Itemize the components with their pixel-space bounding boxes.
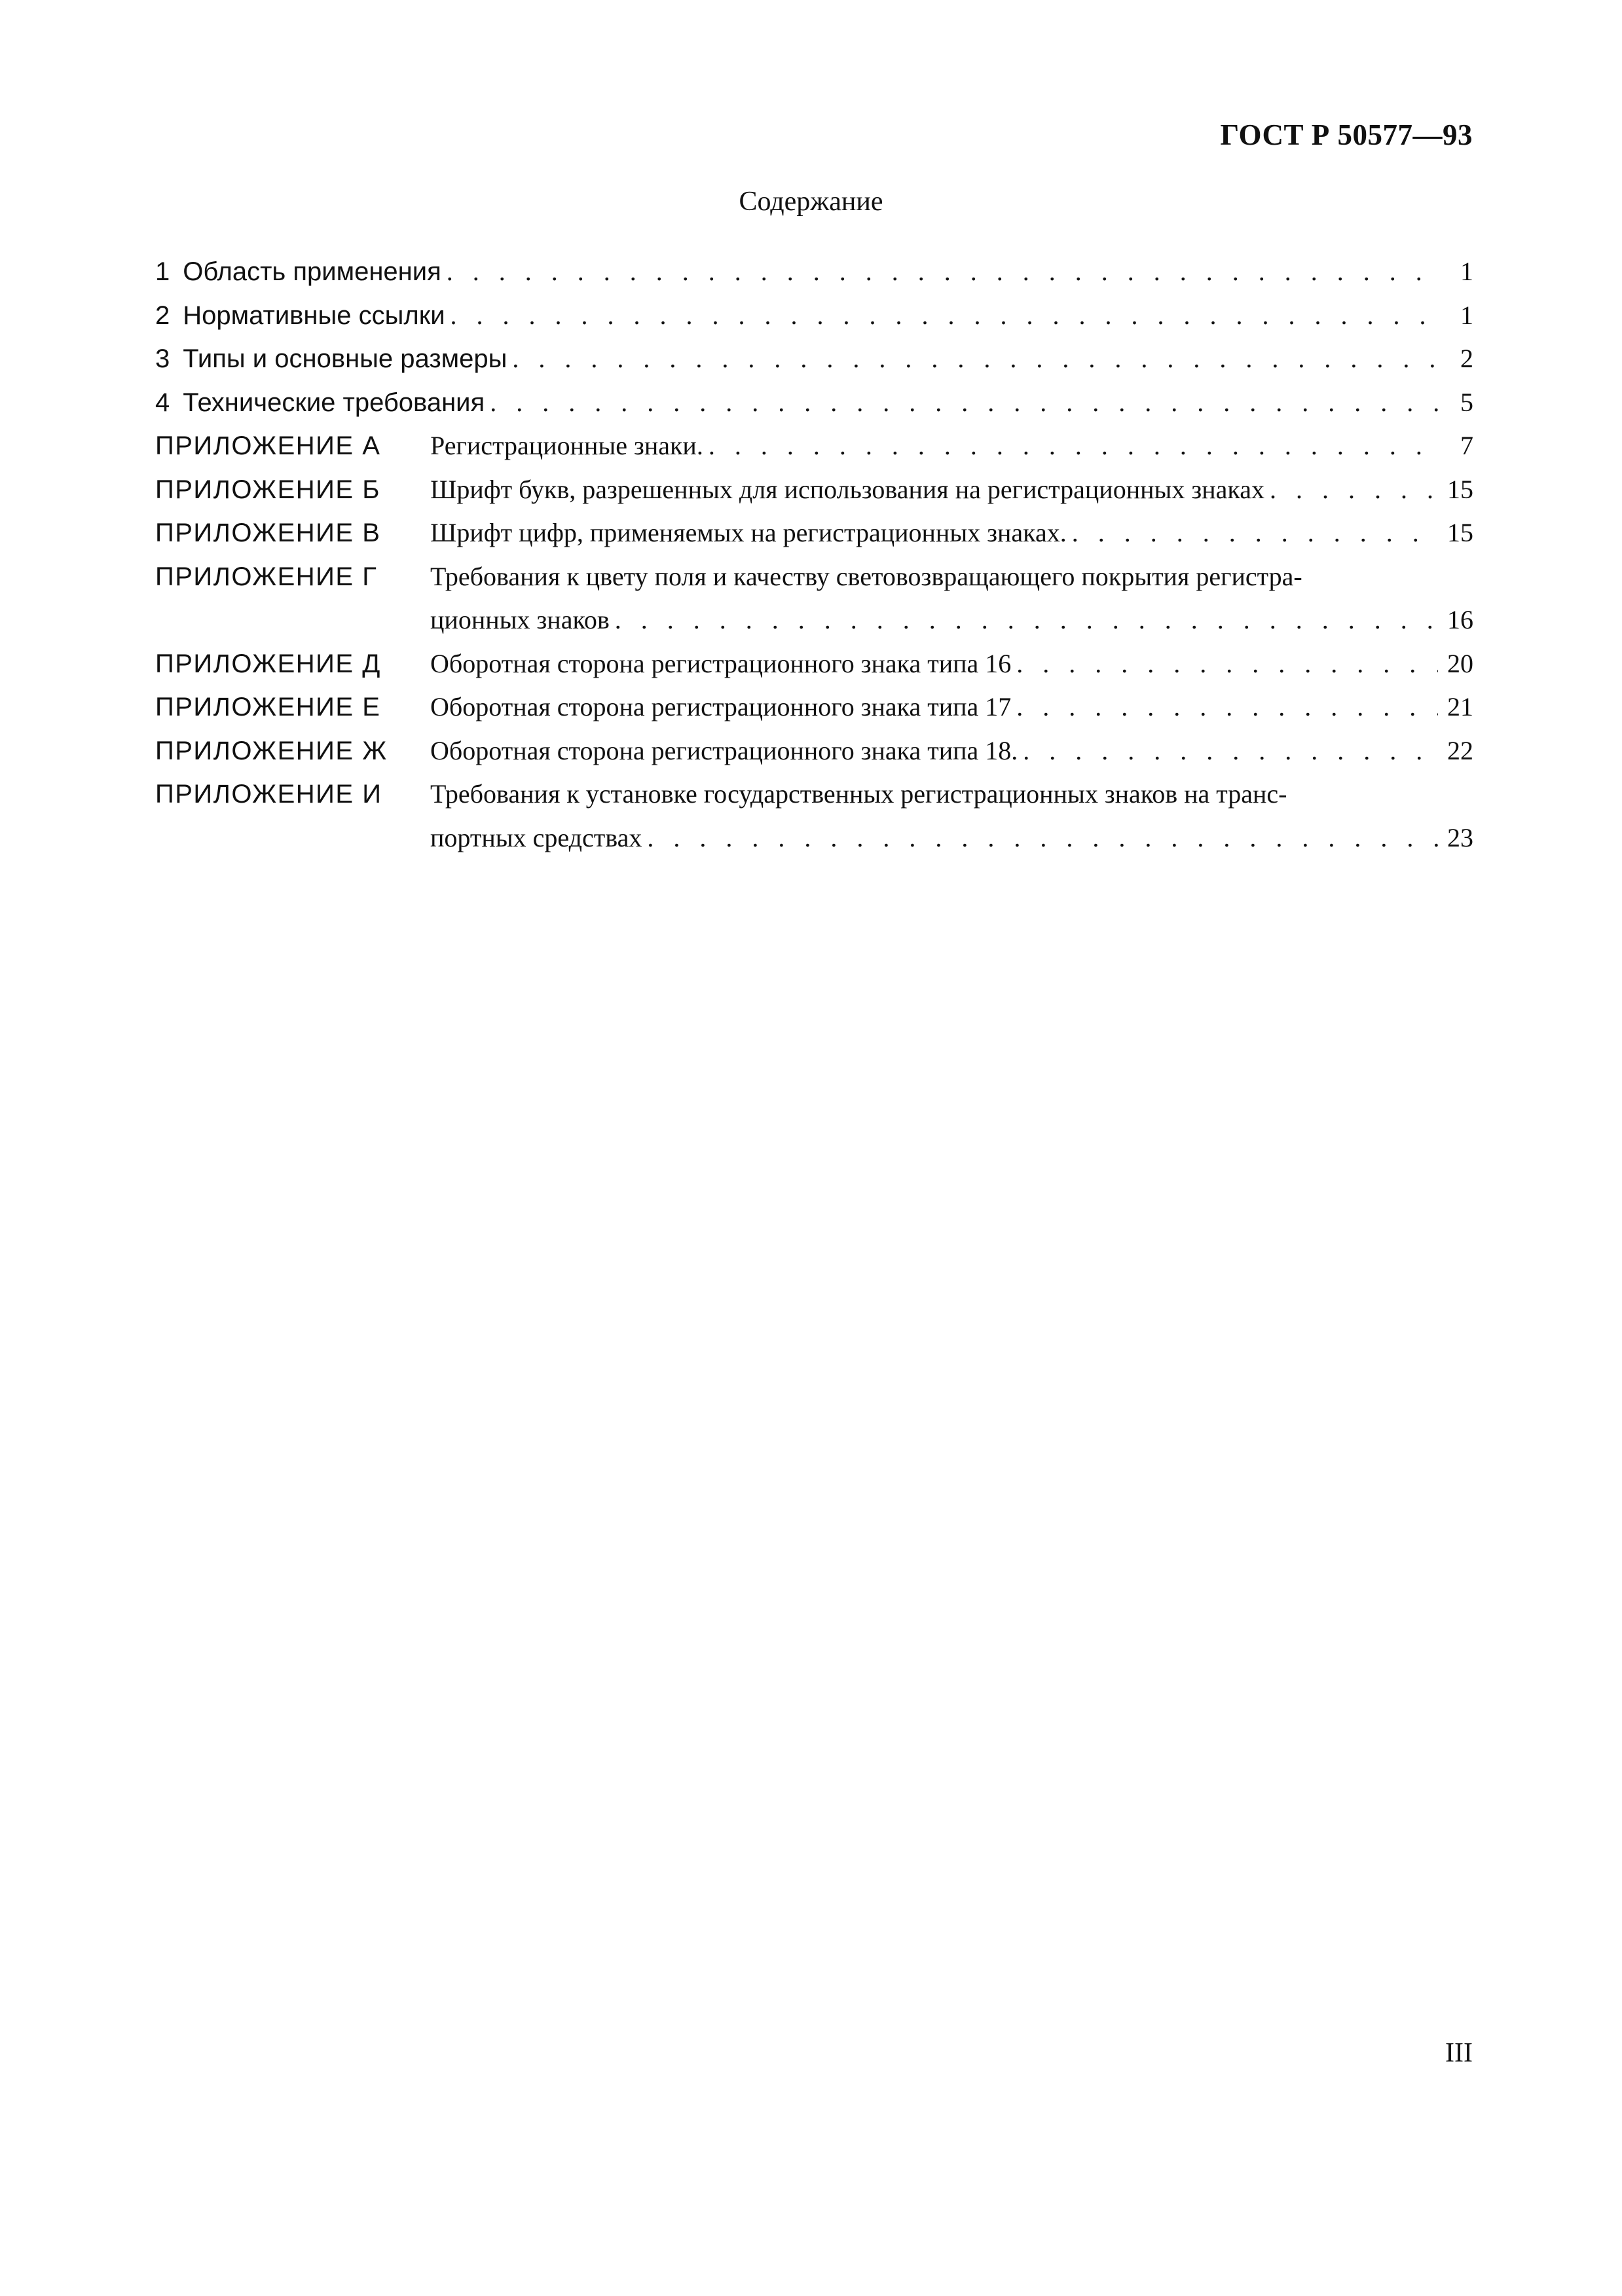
leader-dots — [709, 424, 1438, 468]
appendix-title: Шрифт букв, разрешенных для использования на регистрационных знаках — [430, 474, 1264, 504]
appendix-title: Оборотная сторона регистрационного знака типа 16 — [430, 648, 1012, 678]
toc-entry-appendix-v[interactable] — [155, 511, 1473, 555]
section-title: Технические требования — [183, 388, 485, 417]
leader-dots — [615, 598, 1438, 642]
toc-entry-section-2[interactable] — [155, 294, 1473, 338]
page-number: 2 — [1460, 344, 1473, 373]
section-title: Нормативные ссылки — [183, 301, 445, 330]
appendix-title-line-1: Требования к установке государственных регистрационных знаков на транс- — [430, 779, 1287, 809]
page-number: 20 — [1447, 648, 1473, 678]
appendix-title-line-1: Требования к цвету поля и качеству световозвращающего покрытия регистра- — [430, 561, 1302, 591]
appendix-title: Оборотная сторона регистрационного знака типа 17 — [430, 692, 1012, 721]
appendix-label: ПРИЛОЖЕНИЕ Е — [155, 693, 381, 721]
toc-entry-appendix-a[interactable] — [155, 424, 1473, 468]
page-number: 1 — [1460, 257, 1473, 286]
appendix-title-line-2: ционных знаков — [430, 605, 610, 634]
toc-title: Содержание — [739, 187, 883, 217]
leader-dots — [1016, 685, 1438, 729]
appendix-label: ПРИЛОЖЕНИЕ В — [155, 519, 381, 547]
leader-dots — [512, 337, 1438, 381]
appendix-label: ПРИЛОЖЕНИЕ А — [155, 431, 381, 460]
section-title: Область применения — [183, 257, 441, 286]
appendix-title: Оборотная сторона регистрационного знака типа 18. — [430, 735, 1018, 765]
toc-entry-section-4[interactable] — [155, 381, 1473, 425]
section-title: Типы и основные размеры — [183, 344, 507, 373]
page-number: 15 — [1447, 518, 1473, 547]
leader-dots — [447, 250, 1438, 294]
page-number: 22 — [1447, 735, 1473, 765]
document-code: ГОСТ Р 50577—93 — [1220, 118, 1473, 151]
page-number: 21 — [1447, 692, 1473, 721]
section-number: 3 — [155, 344, 170, 373]
toc-entry-section-1[interactable] — [155, 250, 1473, 294]
section-number: 4 — [155, 388, 170, 417]
leader-dots — [1270, 468, 1438, 512]
page-number: 1 — [1460, 300, 1473, 330]
leader-dots — [451, 294, 1438, 338]
appendix-label: ПРИЛОЖЕНИЕ И — [155, 780, 382, 809]
appendix-label: ПРИЛОЖЕНИЕ Д — [155, 649, 381, 678]
page-footer-number: III — [1445, 2038, 1473, 2068]
appendix-title: Шрифт цифр, применяемых на регистрационных знаках. — [430, 518, 1067, 547]
appendix-title: Регистрационные знаки. — [430, 431, 703, 460]
toc-entry-appendix-i[interactable] — [155, 773, 1473, 860]
toc-entry-appendix-d[interactable] — [155, 642, 1473, 686]
leader-dots — [1016, 642, 1438, 686]
appendix-title-line-2: портных средствах — [430, 822, 642, 852]
page-number: 7 — [1460, 431, 1473, 460]
leader-dots — [1023, 729, 1438, 773]
page-number: 23 — [1447, 822, 1473, 852]
leader-dots — [490, 381, 1438, 425]
toc-entry-appendix-b[interactable] — [155, 468, 1473, 512]
toc-entry-section-3[interactable] — [155, 337, 1473, 381]
toc-entry-appendix-e[interactable] — [155, 685, 1473, 729]
appendix-label: ПРИЛОЖЕНИЕ Г — [155, 562, 378, 591]
page-number: 16 — [1447, 605, 1473, 634]
appendix-label: ПРИЛОЖЕНИЕ Б — [155, 475, 380, 504]
page-number: 5 — [1460, 387, 1473, 417]
toc-entry-appendix-zh[interactable] — [155, 729, 1473, 773]
appendix-label: ПРИЛОЖЕНИЕ Ж — [155, 736, 388, 765]
table-of-contents — [155, 250, 1473, 860]
toc-entry-appendix-g[interactable] — [155, 555, 1473, 642]
leader-dots — [1072, 511, 1438, 555]
section-number: 2 — [155, 301, 170, 330]
page-number: 15 — [1447, 474, 1473, 504]
leader-dots — [647, 816, 1438, 860]
section-number: 1 — [155, 257, 170, 286]
